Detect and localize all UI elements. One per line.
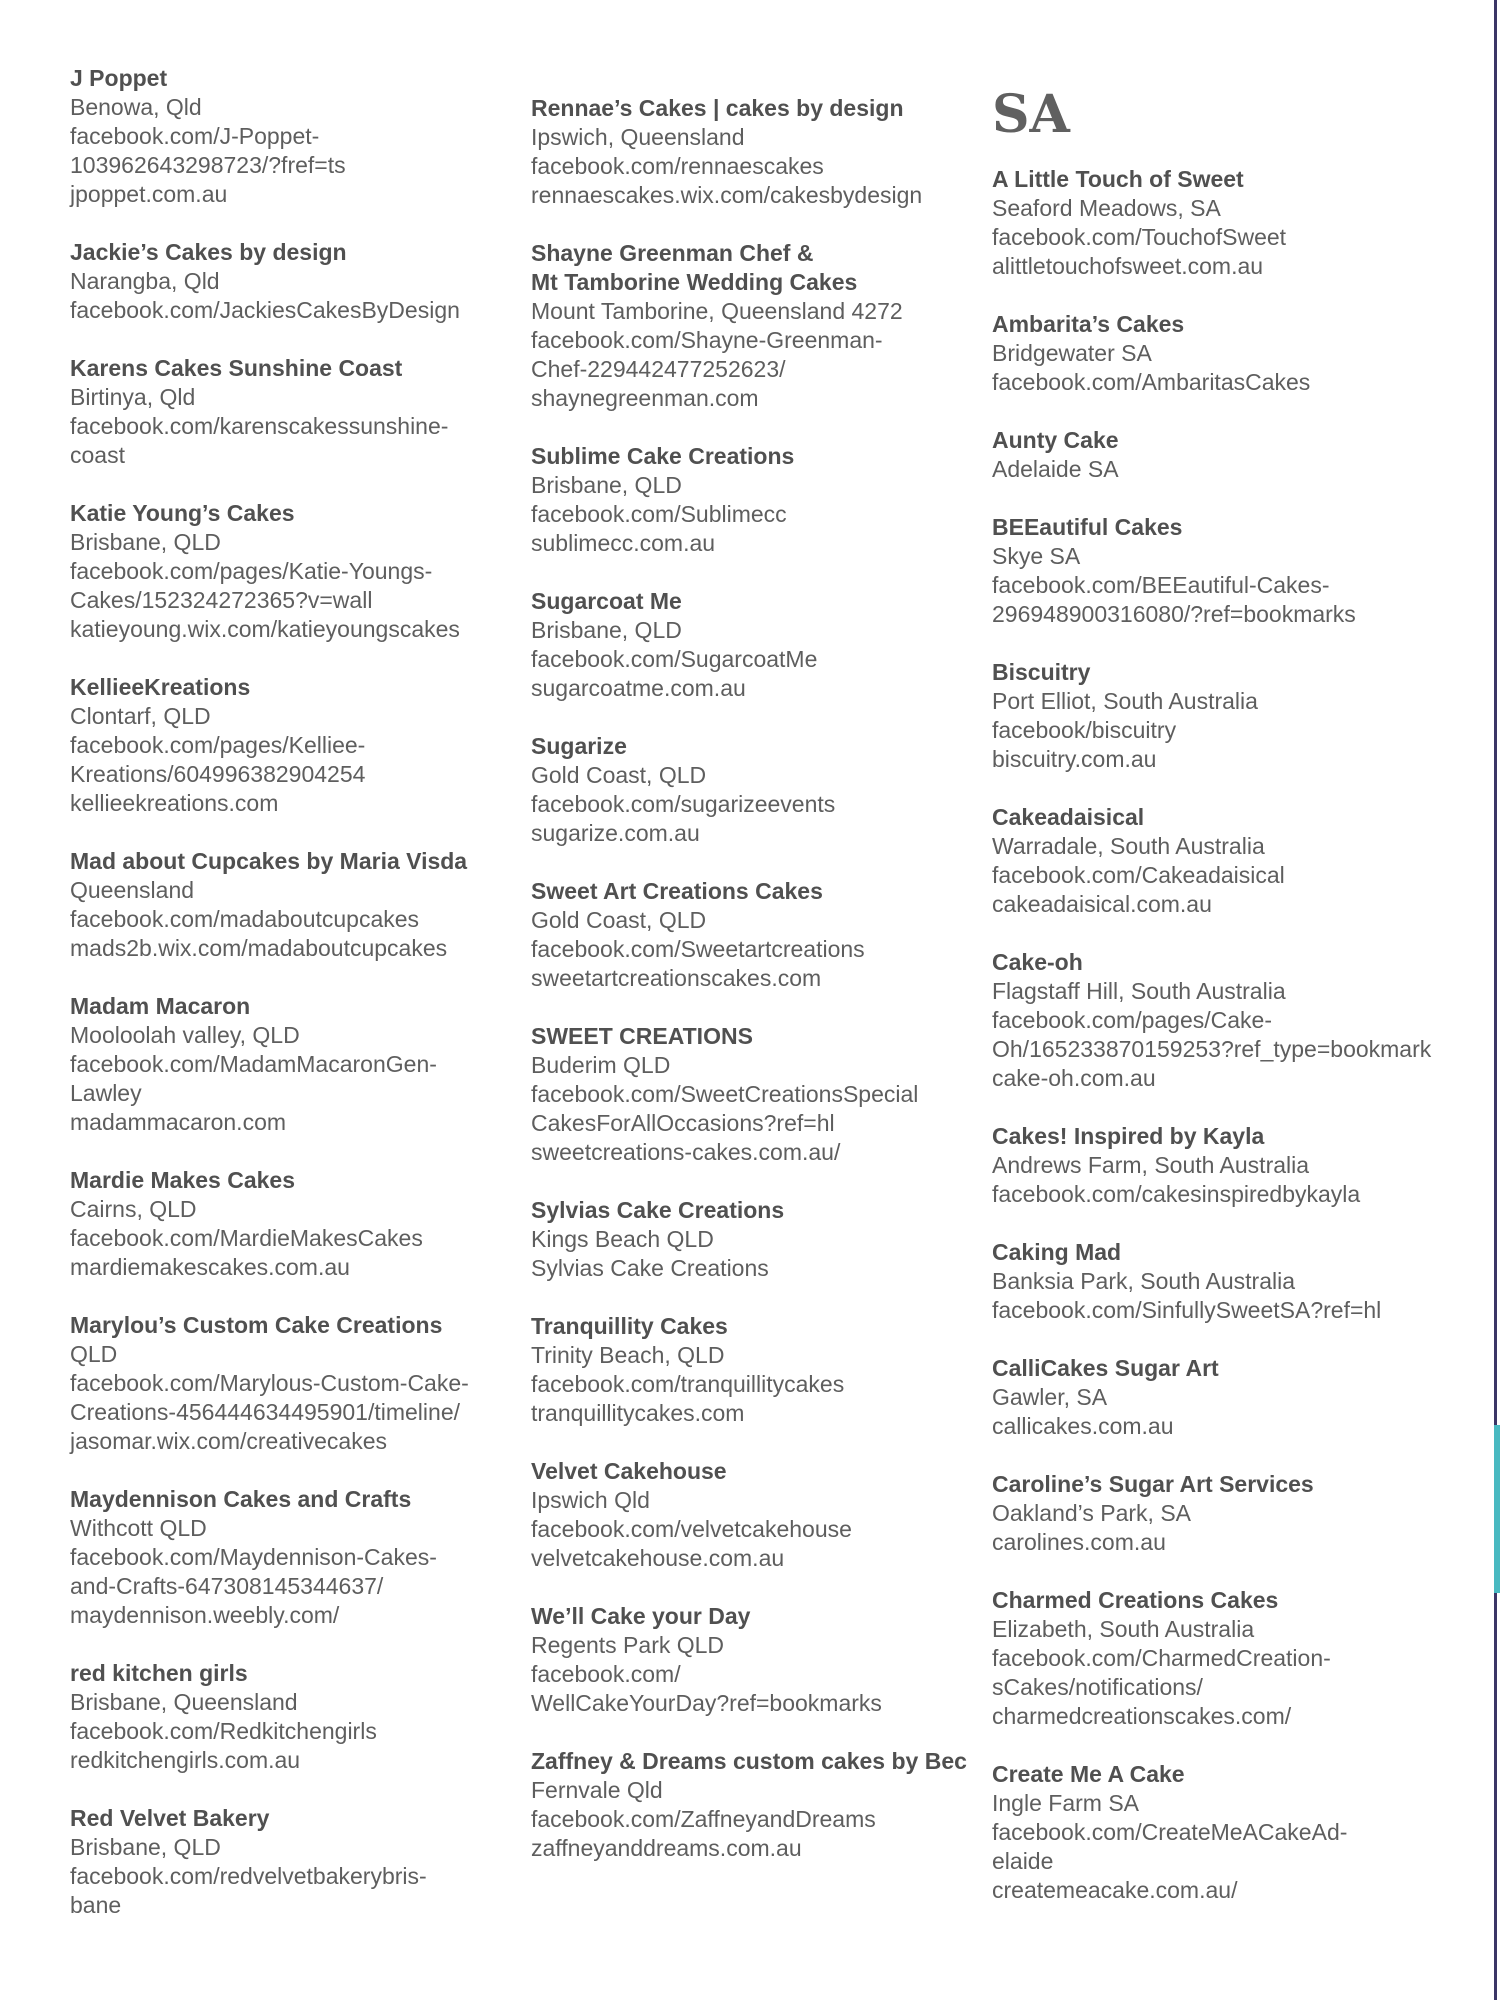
business-name: Velvet Cakehouse [531,1458,727,1484]
directory-entry [531,442,991,558]
business-link[interactable]: facebook.com/CharmedCreation- sCakes/notifications/ [992,1645,1331,1700]
business-name: Biscuitry [992,659,1091,685]
business-link[interactable]: madammacaron.com [70,1109,287,1135]
business-name: CalliCakes Sugar Art [992,1355,1219,1381]
business-link[interactable]: facebook.com/Shayne-Greenman- Chef-229442477252623/ [531,327,883,382]
business-link[interactable]: facebook.com/sugarizeevents [531,791,836,817]
business-link[interactable]: tranquillitycakes.com [531,1400,745,1426]
directory-column-1 [70,64,515,1949]
page-edge-line [1494,0,1497,2000]
business-name: Create Me A Cake [992,1761,1185,1787]
business-link[interactable]: facebook/biscuitry [992,717,1177,743]
directory-entry [70,847,515,963]
business-link[interactable]: facebook.com/ZaffneyandDreams [531,1806,876,1832]
directory-entry [531,1196,991,1283]
directory-column-3 [992,85,1442,1934]
business-name: Charmed Creations Cakes [992,1587,1279,1613]
business-location: Ingle Farm SA [992,1790,1139,1816]
business-name: KellieeKreations [70,674,251,700]
business-name: Sublime Cake Creations [531,443,795,469]
business-name: Cakeadaisical [992,804,1145,830]
business-location: Narangba, Qld [70,268,220,294]
business-location: Andrews Farm, South Australia [992,1152,1310,1178]
business-link[interactable]: facebook.com/JackiesCakesByDesign [70,297,460,323]
business-link[interactable]: facebook.com/tranquillitycakes [531,1371,845,1397]
business-link[interactable]: sweetartcreationscakes.com [531,965,822,991]
business-name: J Poppet [70,65,168,91]
business-link[interactable]: facebook.com/redvelvetbakerybris- bane [70,1863,427,1918]
business-name: Red Velvet Bakery [70,1805,270,1831]
business-location: Brisbane, QLD [531,617,682,643]
business-name: Ambarita’s Cakes [992,311,1185,337]
business-link[interactable]: facebook.com/AmbaritasCakes [992,369,1311,395]
directory-entry [992,310,1442,397]
business-link[interactable]: facebook.com/SugarcoatMe [531,646,818,672]
business-link[interactable]: facebook.com/karenscakessunshine- coast [70,413,449,468]
business-link[interactable]: facebook.com/madaboutcupcakes [70,906,420,932]
business-name: red kitchen girls [70,1660,248,1686]
business-location: Seaford Meadows, SA [992,195,1221,221]
business-link[interactable]: facebook.com/Cakeadaisical [992,862,1285,888]
business-location: Elizabeth, South Australia [992,1616,1255,1642]
business-link[interactable]: charmedcreationscakes.com/ [992,1703,1292,1729]
business-name: SWEET CREATIONS [531,1023,753,1049]
business-location: Port Elliot, South Australia [992,688,1258,714]
business-link[interactable]: kellieekreations.com [70,790,279,816]
business-name: Mad about Cupcakes by Maria Visda [70,848,468,874]
business-link[interactable]: facebook.com/pages/Cake- Oh/165233870159253?ref_type=bookmark [992,1007,1432,1062]
directory-entry [531,732,991,848]
business-location: Clontarf, QLD [70,703,211,729]
business-location: Flagstaff Hill, South Australia [992,978,1286,1004]
business-name: Rennae’s Cakes | cakes by design [531,95,904,121]
directory-entry [992,803,1442,919]
business-link[interactable]: facebook.com/CreateMeACakeAd- elaide [992,1819,1348,1874]
directory-entry [531,1022,991,1167]
business-link[interactable]: zaffneyanddreams.com.au [531,1835,802,1861]
business-link[interactable]: cake-oh.com.au [992,1065,1156,1091]
business-name: Sugarcoat Me [531,588,682,614]
directory-entry [992,1470,1442,1557]
directory-entry [70,1311,515,1456]
business-name: A Little Touch of Sweet [992,166,1244,192]
business-location: Birtinya, Qld [70,384,196,410]
business-location: Ipswich Qld [531,1487,650,1513]
business-link[interactable]: facebook.com/velvetcakehouse [531,1516,852,1542]
business-location: Fernvale Qld [531,1777,663,1803]
business-location: Ipswich, Queensland [531,124,745,150]
directory-entry [70,992,515,1137]
business-link[interactable]: facebook.com/MadamMacaronGen- Lawley [70,1051,437,1106]
business-name: We’ll Cake your Day [531,1603,751,1629]
directory-entry [70,1804,515,1920]
business-link[interactable]: carolines.com.au [992,1529,1166,1555]
business-location: Skye SA [992,543,1081,569]
business-location: Regents Park QLD [531,1632,725,1658]
business-name: Sweet Art Creations Cakes [531,878,823,904]
directory-entry [992,513,1442,629]
directory-entry [70,673,515,818]
directory-entry [992,165,1442,281]
business-name: Caking Mad [992,1239,1122,1265]
directory-entry [70,64,515,209]
business-link[interactable]: redkitchengirls.com.au [70,1747,301,1773]
business-link[interactable]: maydennison.weebly.com/ [70,1602,340,1628]
business-location: QLD [70,1341,118,1367]
directory-entry [70,1166,515,1282]
page-edge-tab [1494,1425,1500,1593]
directory-entry [992,1238,1442,1325]
business-link[interactable]: jasomar.wix.com/creativecakes [70,1428,387,1454]
business-location: Bridgewater SA [992,340,1152,366]
business-link[interactable]: facebook.com/ WellCakeYourDay?ref=bookmarks [531,1661,882,1716]
directory-entry [992,1354,1442,1441]
business-link[interactable]: biscuitry.com.au [992,746,1157,772]
directory-entry [531,239,991,413]
business-name: Mardie Makes Cakes [70,1167,296,1193]
directory-entry [531,1312,991,1428]
business-location: Banksia Park, South Australia [992,1268,1295,1294]
business-location: Kings Beach QLD [531,1226,714,1252]
directory-entry [70,1659,515,1775]
business-name: Jackie’s Cakes by design [70,239,347,265]
business-location: Queensland [70,877,195,903]
directory-entry [531,1457,991,1573]
business-link[interactable]: facebook.com/Maydennison-Cakes- and-Crafts-647308145344637/ [70,1544,437,1599]
business-link[interactable]: facebook.com/rennaescakes [531,153,824,179]
business-name: Shayne Greenman Chef & Mt Tamborine Wedding Cakes [531,240,858,295]
directory-entry [992,948,1442,1093]
directory-entry [531,94,991,210]
business-link[interactable]: katieyoung.wix.com/katieyoungscakes [70,616,460,642]
directory-entry [992,426,1442,484]
business-name: Karens Cakes Sunshine Coast [70,355,403,381]
business-link[interactable]: facebook.com/Marylous-Custom-Cake- Creations-456444634495901/timeline/ [70,1370,469,1425]
business-name: Cake-oh [992,949,1083,975]
business-name: Aunty Cake [992,427,1119,453]
business-link[interactable]: mads2b.wix.com/madaboutcupcakes [70,935,448,961]
business-name: Sugarize [531,733,627,759]
directory-entry [992,1122,1442,1209]
business-link[interactable]: sugarcoatme.com.au [531,675,746,701]
business-location: Brisbane, Queensland [70,1689,298,1715]
business-location: Adelaide SA [992,456,1119,482]
directory-entry [992,1586,1442,1731]
business-link[interactable]: alittletouchofsweet.com.au [992,253,1264,279]
business-location: Brisbane, QLD [531,472,682,498]
directory-entry [531,877,991,993]
business-link[interactable]: shaynegreenman.com [531,385,759,411]
business-link[interactable]: velvetcakehouse.com.au [531,1545,785,1571]
business-link[interactable]: facebook.com/SinfullySweetSA?ref=hl [992,1297,1382,1323]
business-name: Marylou’s Custom Cake Creations [70,1312,443,1338]
business-link[interactable]: sugarize.com.au [531,820,700,846]
directory-entry [992,1760,1442,1905]
section-heading-sa: SA [992,84,1070,145]
business-link[interactable]: jpoppet.com.au [70,181,228,207]
business-link[interactable]: facebook.com/pages/Katie-Youngs- Cakes/152324272365?v=wall [70,558,433,613]
directory-entry [70,499,515,644]
business-link[interactable]: mardiemakescakes.com.au [70,1254,350,1280]
business-link[interactable]: facebook.com/pages/Kelliee- Kreations/604996382904254 [70,732,366,787]
directory-entry [531,587,991,703]
business-detail: Sylvias Cake Creations [531,1255,769,1281]
business-name: Maydennison Cakes and Crafts [70,1486,412,1512]
business-location: Buderim QLD [531,1052,671,1078]
business-location: Mount Tamborine, Queensland 4272 [531,298,903,324]
business-location: Gawler, SA [992,1384,1108,1410]
business-link[interactable]: facebook.com/Sublimecc [531,501,787,527]
directory-entry [70,1485,515,1630]
business-link[interactable]: facebook.com/cakesinspiredbykayla [992,1181,1361,1207]
business-link[interactable]: facebook.com/J-Poppet- 103962643298723/?fref=ts [70,123,346,178]
business-name: Sylvias Cake Creations [531,1197,785,1223]
business-location: Oakland’s Park, SA [992,1500,1192,1526]
business-location: Gold Coast, QLD [531,907,707,933]
directory-column-2 [531,94,991,1892]
business-location: Mooloolah valley, QLD [70,1022,300,1048]
business-name: BEEautiful Cakes [992,514,1183,540]
business-name: Madam Macaron [70,993,251,1019]
business-link[interactable]: rennaescakes.wix.com/cakesbydesign [531,182,923,208]
business-location: Trinity Beach, QLD [531,1342,725,1368]
business-name: Caroline’s Sugar Art Services [992,1471,1314,1497]
directory-entry [70,238,515,325]
business-location: Benowa, Qld [70,94,202,120]
business-location: Warradale, South Australia [992,833,1265,859]
directory-entry [531,1747,991,1863]
business-name: Katie Young’s Cakes [70,500,295,526]
directory-entry [70,354,515,470]
business-link[interactable]: facebook.com/TouchofSweet [992,224,1287,250]
business-link[interactable]: cakeadaisical.com.au [992,891,1212,917]
business-link[interactable]: facebook.com/BEEautiful-Cakes- 296948900316080/?ref=bookmarks [992,572,1356,627]
business-name: Cakes! Inspired by Kayla [992,1123,1265,1149]
business-link[interactable]: sublimecc.com.au [531,530,716,556]
directory-entry [992,658,1442,774]
directory-entry [531,1602,991,1718]
business-location: Gold Coast, QLD [531,762,707,788]
business-link[interactable]: facebook.com/Sweetartcreations [531,936,865,962]
business-location: Brisbane, QLD [70,1834,221,1860]
business-name: Tranquillity Cakes [531,1313,728,1339]
business-name: Zaffney & Dreams custom cakes by Bec [531,1748,967,1774]
business-location: Brisbane, QLD [70,529,221,555]
business-location: Cairns, QLD [70,1196,197,1222]
business-link[interactable]: facebook.com/MardieMakesCakes [70,1225,423,1251]
business-link[interactable]: facebook.com/Redkitchengirls [70,1718,377,1744]
business-link[interactable]: callicakes.com.au [992,1413,1174,1439]
business-link[interactable]: sweetcreations-cakes.com.au/ [531,1139,841,1165]
business-location: Withcott QLD [70,1515,207,1541]
business-link[interactable]: facebook.com/SweetCreationsSpecial CakesForAllOccasions?ref=hl [531,1081,919,1136]
business-link[interactable]: createmeacake.com.au/ [992,1877,1238,1903]
